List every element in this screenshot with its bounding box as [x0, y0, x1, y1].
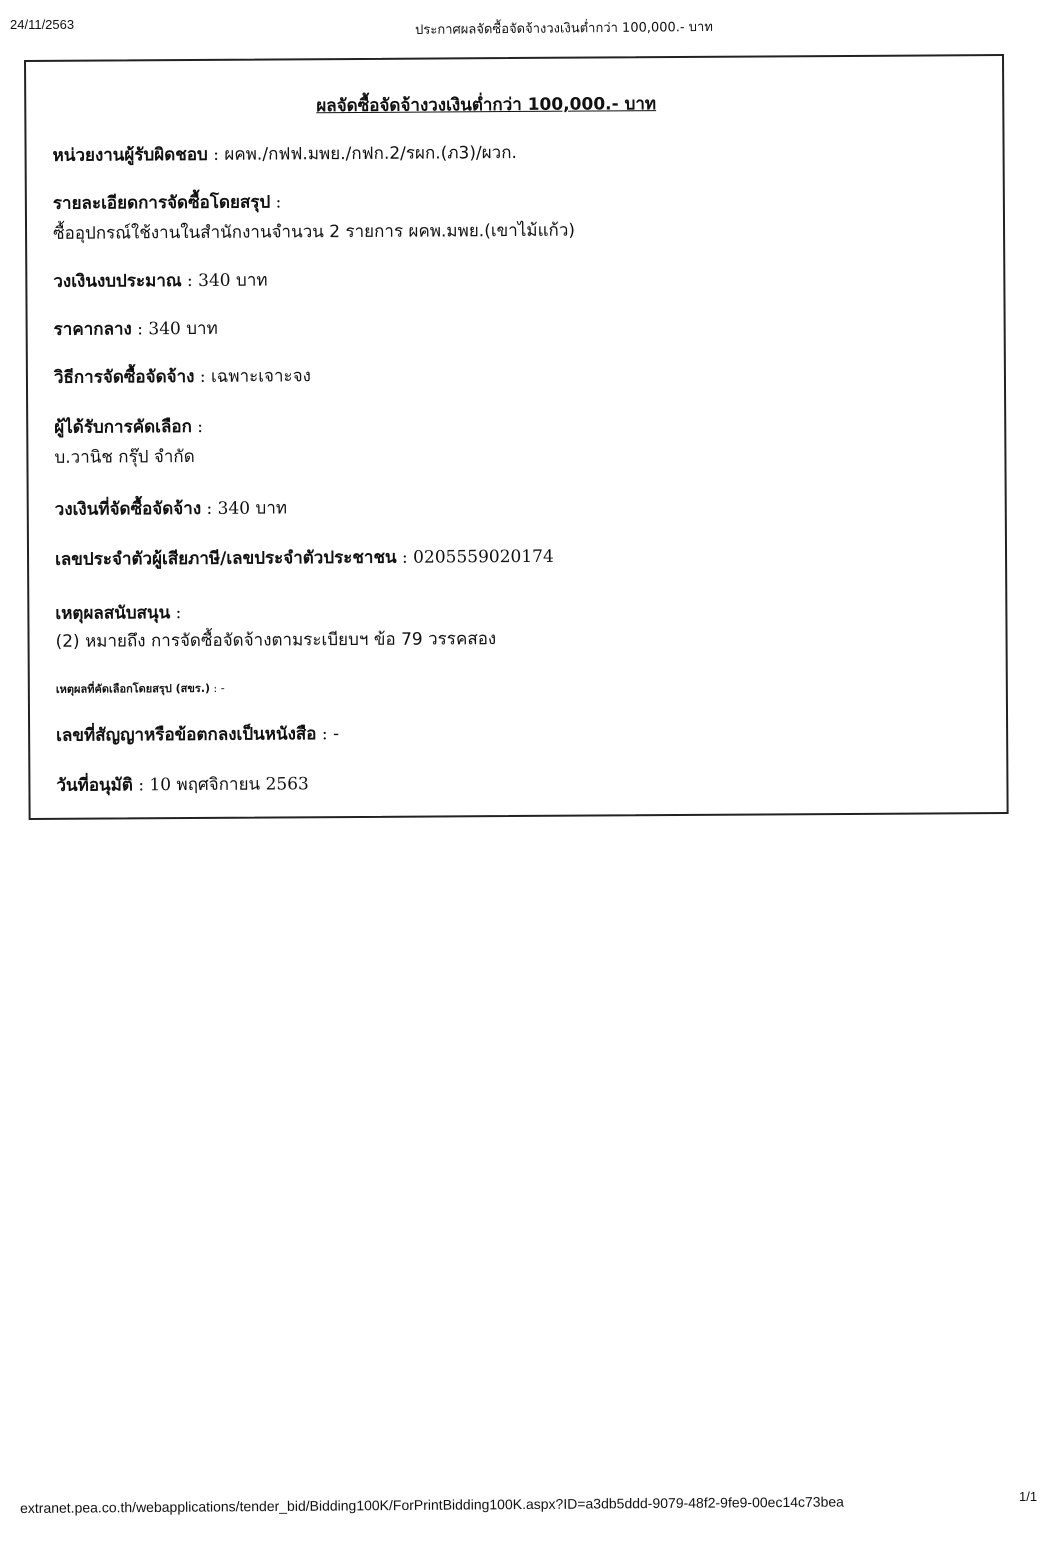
colon: :	[321, 724, 328, 745]
approval-date-row	[56, 770, 309, 799]
colon: :	[206, 498, 213, 519]
approval-date-label: วันที่อนุมัติ	[56, 775, 133, 796]
selected-vendor-value-row	[54, 443, 194, 471]
summary-label: รายละเอียดการจัดซื้อโดยสรุป	[52, 192, 271, 214]
contract-amount-label: วงเงินที่จัดซื้อจัดจ้าง	[54, 498, 202, 520]
budget-label: วงเงินงบประมาณ	[53, 271, 182, 292]
colon: :	[186, 270, 193, 292]
colon: :	[137, 319, 144, 340]
reason-value: (2) หมายถึง การจัดซื้อจัดจ้างตามระเบียบฯ ข้อ 79 วรรคสอง	[55, 629, 497, 652]
median-price-value: 340	[148, 319, 181, 340]
colon: :	[197, 416, 204, 437]
contract-amount-unit: บาท	[255, 498, 288, 519]
contract-no-row	[56, 720, 339, 749]
responsible-unit-row	[53, 139, 517, 169]
method-value: เฉพาะเจาะจง	[210, 366, 311, 387]
tax-id-label: เลขประจำตัวผู้เสียภาษี/เลขประจำตัวประชาชน	[54, 547, 397, 570]
selected-vendor-value: บ.วานิช กรุ๊ป จำกัด	[54, 446, 195, 468]
median-price-unit: บาท	[186, 318, 218, 340]
median-price-label: ราคากลาง	[53, 319, 132, 340]
contract-amount-value: 340	[217, 498, 251, 519]
colon: :	[138, 775, 145, 796]
budget-value: 340	[198, 270, 231, 291]
median-price-row	[54, 315, 218, 343]
selected-vendor-label: ผู้ได้รับการคัดเลือก	[54, 416, 192, 438]
responsible-unit-label: หน่วยงานผู้รับผิดชอบ	[52, 144, 208, 166]
budget-row	[53, 267, 267, 295]
announcement-box	[24, 54, 1009, 820]
colon: :	[401, 547, 408, 568]
source-url: extranet.pea.co.th/webapplications/tender_bid/Bidding100K/ForPrintBidding100K.aspx?ID=a3db5ddd-9079-48f2-9fe9-00ec14c73bea	[20, 1493, 844, 1516]
colon: :	[213, 144, 220, 165]
selection-reason-label: เหตุผลที่คัดเลือกโดยสรุป (สขร.)	[55, 681, 211, 696]
page-number: 1/1	[1019, 1489, 1038, 1504]
colon: :	[213, 681, 218, 695]
contract-amount-row	[55, 494, 287, 522]
summary-value-row	[53, 217, 575, 247]
contract-no-label: เลขที่สัญญาหรือข้อตกลงเป็นหนังสือ	[56, 724, 317, 746]
colon: :	[175, 603, 182, 624]
print-date: 24/11/2563	[10, 17, 75, 32]
budget-unit: บาท	[235, 270, 268, 291]
summary-value: ซื้ออุปกรณ์ใช้งานในสำนักงานจำนวน 2 รายการ ผคพ.มพย.(เขาไม้แก้ว)	[53, 220, 576, 244]
tax-id-value: 0205559020174	[413, 546, 554, 568]
tax-id-row	[55, 543, 554, 573]
reason-label-row	[55, 599, 181, 627]
summary-label-row	[53, 188, 282, 216]
selection-reason-row	[56, 679, 225, 698]
responsible-unit-value: ผคพ./กฟฟ.มพย./กฟก.2/รผก.(ภ3)/ผวก.	[224, 142, 517, 165]
approval-date-value: 10 พฤศจิกายน 2563	[149, 774, 309, 796]
page-header-title: ประกาศผลจัดซื้อจัดจ้างวงเงินต่ำกว่า 100,000.- บาท	[415, 19, 713, 38]
colon: :	[199, 366, 206, 387]
method-row	[54, 362, 311, 391]
reason-label: เหตุผลสนับสนุน	[55, 603, 171, 624]
selected-vendor-label-row	[54, 413, 203, 441]
reason-value-row	[55, 625, 496, 655]
selection-reason-value: -	[220, 681, 225, 695]
contract-no-value: -	[332, 724, 340, 745]
method-label: วิธีการจัดซื้อจัดจ้าง	[53, 366, 195, 388]
colon: :	[275, 192, 282, 213]
document-title: ผลจัดซื้อจัดจ้างวงเงินต่ำกว่า 100,000.- บาท	[316, 94, 657, 117]
